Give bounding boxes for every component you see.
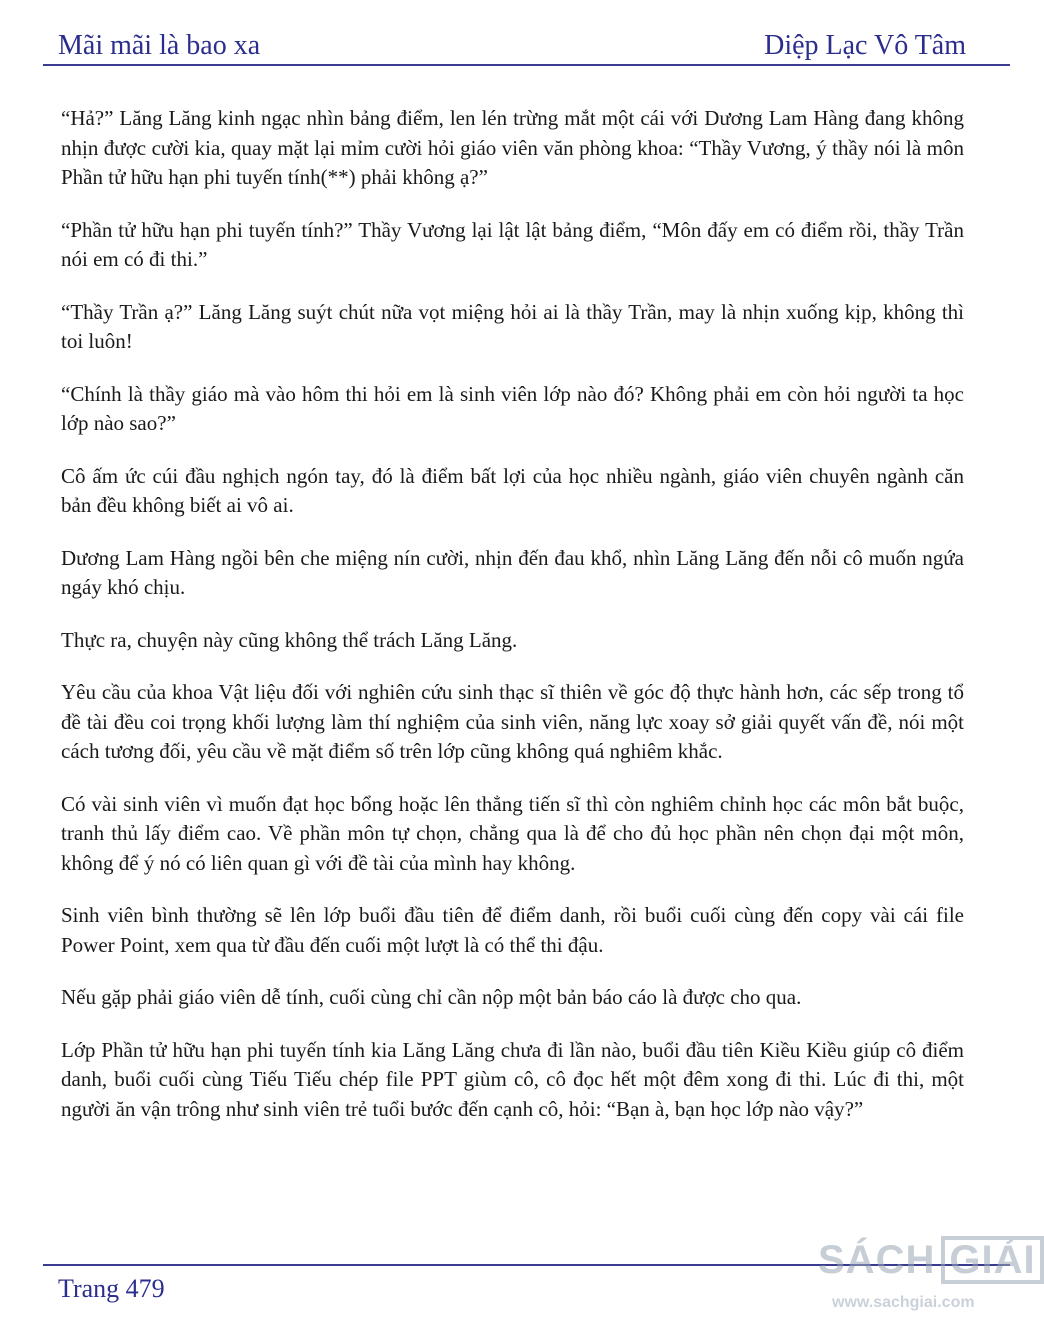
paragraph: “Thầy Trần ạ?” Lăng Lăng suýt chút nữa vọt miệng hỏi ai là thầy Trần, may là nhịn xuống kịp, không thì toi luôn! bbox=[61, 299, 964, 353]
paragraph: “Hả?” Lăng Lăng kinh ngạc nhìn bảng điểm, len lén trừng mắt một cái với Dương Lam Hàng đang không nhịn được cười kia, quay mặt lại mỉm cười hỏi giáo viên văn phòng khoa: “Thầy Vương, ý thầy nói là môn Phần tử hữu hạn phi tuyến tính(**) phải không ạ?” bbox=[61, 106, 964, 189]
author-name: Diệp Lạc Vô Tâm bbox=[764, 30, 966, 61]
page-body bbox=[61, 104, 964, 1147]
paragraph: Cô ấm ức cúi đầu nghịch ngón tay, đó là điểm bất lợi của học nhiều ngành, giáo viên chuyên ngành căn bản đều không biết ai vô ai. bbox=[61, 463, 964, 517]
paragraph: Có vài sinh viên vì muốn đạt học bổng hoặc lên thẳng tiến sĩ thì còn nghiêm chỉnh học các môn bắt buộc, tranh thủ lấy điểm cao. Về phần môn tự chọn, chẳng qua là để cho đủ học phần nên chọn đại một môn, không để ý nó có liên quan gì với đề tài của mình hay không. bbox=[61, 791, 964, 875]
watermark-logo-left: SÁCH bbox=[818, 1237, 936, 1282]
watermark-url: www.sachgiai.com bbox=[832, 1294, 975, 1311]
paragraph: Yêu cầu của khoa Vật liệu đối với nghiên cứu sinh thạc sĩ thiên về góc độ thực hành hơn, các sếp trong tổ đề tài đều coi trọng khối lượng làm thí nghiệm của sinh viên, năng lực xoay sở giải quyết vấn đề, nói một cách tương đối, yêu cầu về mặt điểm số trên lớp cũng không quá nghiêm khắc. bbox=[61, 680, 964, 763]
book-title: Mãi mãi là bao xa bbox=[58, 30, 261, 61]
paragraph: “Phần tử hữu hạn phi tuyến tính?” Thầy Vương lại lật lật bảng điểm, “Môn đấy em có điểm rồi, thầy Trần nói em có đi thi.” bbox=[61, 217, 964, 271]
paragraph: Thực ra, chuyện này cũng không thể trách Lăng Lăng. bbox=[61, 627, 518, 652]
paragraph: “Chính là thầy giáo mà vào hôm thi hỏi em là sinh viên lớp nào đó? Không phải em còn hỏi người ta học lớp nào sao?” bbox=[61, 381, 964, 435]
watermark-logo-right: GIẢI bbox=[941, 1236, 1043, 1284]
header-divider bbox=[43, 64, 1010, 66]
paragraph: Lớp Phần tử hữu hạn phi tuyến tính kia Lăng Lăng chưa đi lần nào, buổi đầu tiên Kiều Kiều giúp cô điểm danh, buổi cuối cùng Tiếu Tiếu chép file PPT giùm cô, cô đọc hết một đêm xong đi thi. Lúc đi thi, một người ăn vận trông như sinh viên trẻ tuổi bước đến cạnh cô, hỏi: “Bạn à, bạn học lớp nào vậy?” bbox=[61, 1037, 964, 1121]
page-header bbox=[58, 26, 966, 62]
paragraph: Dương Lam Hàng ngồi bên che miệng nín cười, nhịn đến đau khổ, nhìn Lăng Lăng đến nỗi cô muốn ngứa ngáy khó chịu. bbox=[61, 545, 964, 599]
paragraph: Sinh viên bình thường sẽ lên lớp buổi đầu tiên để điểm danh, rồi buổi cuối cùng đến copy vài cái file Power Point, xem qua từ đầu đến cuối một lượt là có thể thi đậu. bbox=[61, 903, 964, 957]
paragraph: Nếu gặp phải giáo viên dễ tính, cuối cùng chỉ cần nộp một bản báo cáo là được cho qua. bbox=[61, 985, 802, 1009]
watermark bbox=[818, 1230, 1036, 1320]
watermark-logo bbox=[818, 1236, 1044, 1284]
page-number: Trang 479 bbox=[58, 1274, 165, 1303]
